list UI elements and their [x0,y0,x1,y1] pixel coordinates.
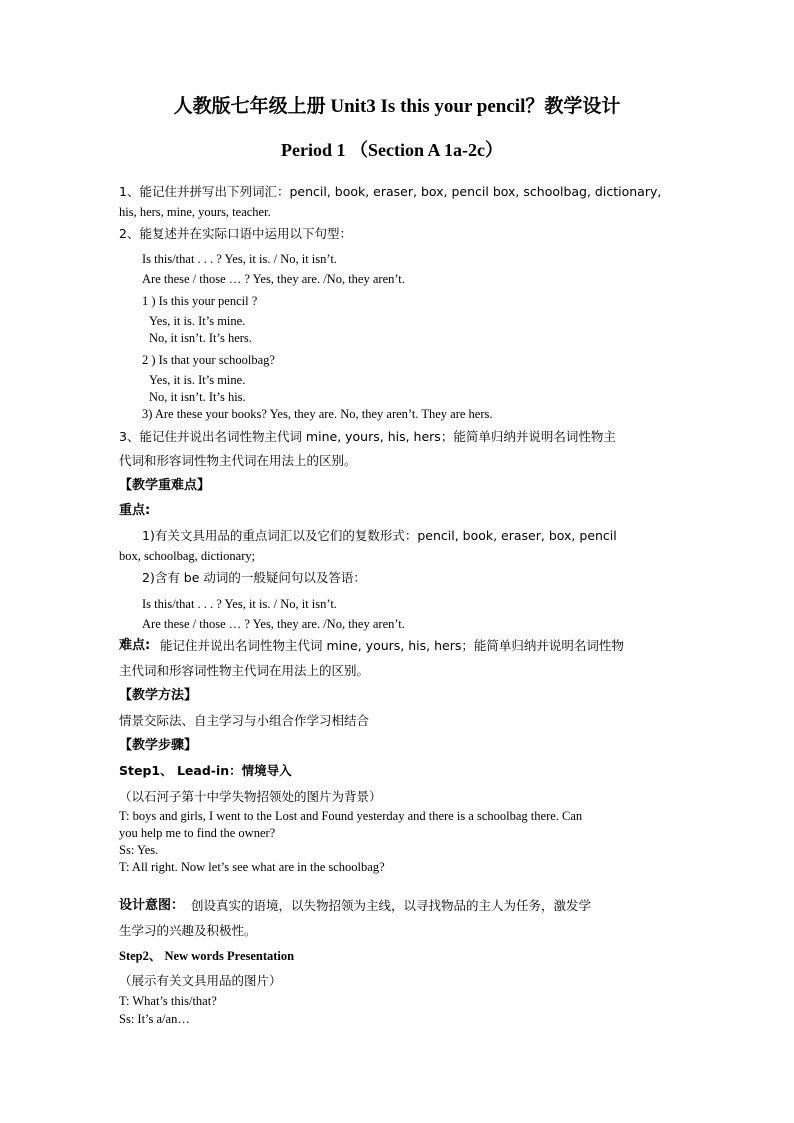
dialogue-t1-line-1: T: boys and girls, I went to the Lost and Found yesterday and there is a schoolbag there. Can [119,809,583,823]
step-2-note: （展示有关文具用品的图片） [119,973,282,988]
objective-1-line-1: 1、能记住并拼写出下列词汇：pencil, book, eraser, box, pencil box, schoolbag, dictionary, [119,184,662,199]
key-point-1-line-2: box, schoolbag, dictionary; [119,549,256,563]
key-points-label: 重点: [119,503,151,518]
step-2-title: Step2、 New words Presentation [119,949,295,963]
dialogue-t2: T: All right. Now let’s see what are in the schoolbag? [119,860,385,874]
dialogue-t1-line-2: you help me to find the owner? [119,826,276,840]
example-answer-1b: No, it isn’t. It’s hers. [149,331,252,345]
objective-3-line-2: 代词和形容词性物主代词在用法上的区别。 [119,453,357,468]
key-points-header: 【教学重难点】 [119,478,211,493]
difficult-point-line-2: 主代词和形容词性物主代词在用法上的区别。 [119,663,370,678]
design-intent-label: 设计意图： [119,898,185,913]
step-1-note: （以石河子第十中学失物招领处的图片为背景） [119,789,382,804]
design-intent-line-1: 创设真实的语境，以失物招领为主线，以寻找物品的主人为任务，激发学 [191,898,592,913]
example-answer-1a: Yes, it is. It’s mine. [149,314,246,328]
difficult-points-label: 难点: [119,638,151,653]
key-point-1-line-1: 1)有关文具用品的重点词汇以及它们的复数形式：pencil, book, eraser, box, pencil [142,528,617,543]
design-intent-line-2: 生学习的兴趣及积极性。 [119,923,257,938]
key-sentence-pattern-2: Are these / those … ? Yes, they are. /No, they aren’t. [142,617,405,631]
example-question-3: 3) Are these your books? Yes, they are. No, they aren’t. They are hers. [142,407,493,421]
example-answer-2a: Yes, it is. It’s mine. [149,373,246,387]
steps-header: 【教学步骤】 [119,738,198,753]
dialogue-ss1: Ss: Yes. [119,843,159,857]
dialogue-ss2: Ss: It’s a/an… [119,1012,190,1026]
key-point-2: 2)含有 be 动词的一般疑问句以及答语： [142,570,366,585]
period-heading: Period 1 （Section A 1a-2c） [281,140,503,160]
objective-2: 2、能复述并在实际口语中运用以下句型： [119,226,352,241]
difficult-point-line-1: 能记住并说出名词性物主代词 mine, yours, his, hers；能简单归纳并说明名词性物 [160,638,624,653]
key-sentence-pattern-1: Is this/that . . . ? Yes, it is. / No, it isn’t. [142,597,337,611]
example-answer-2b: No, it isn’t. It’s his. [149,390,246,404]
method-header: 【教学方法】 [119,688,198,703]
objective-3-line-1: 3、能记住并说出名词性物主代词 mine, yours, his, hers；能简单归纳并说明名词性物主 [119,429,616,444]
example-question-1: 1 ) Is this your pencil ? [142,294,258,308]
dialogue-t3: T: What’s this/that? [119,994,217,1008]
sentence-pattern-1: Is this/that . . . ? Yes, it is. / No, it isn’t. [142,252,337,266]
document-title: 人教版七年级上册 Unit3 Is this your pencil？教学设计 [173,96,621,117]
sentence-pattern-2: Are these / those … ? Yes, they are. /No, they aren’t. [142,272,405,286]
objective-1-line-2: his, hers, mine, yours, teacher. [119,205,271,219]
step-1-title: Step1、 Lead-in：情境导入 [119,763,292,778]
example-question-2: 2 ) Is that your schoolbag? [142,353,275,367]
method-text: 情景交际法、自主学习与小组合作学习相结合 [119,713,370,728]
